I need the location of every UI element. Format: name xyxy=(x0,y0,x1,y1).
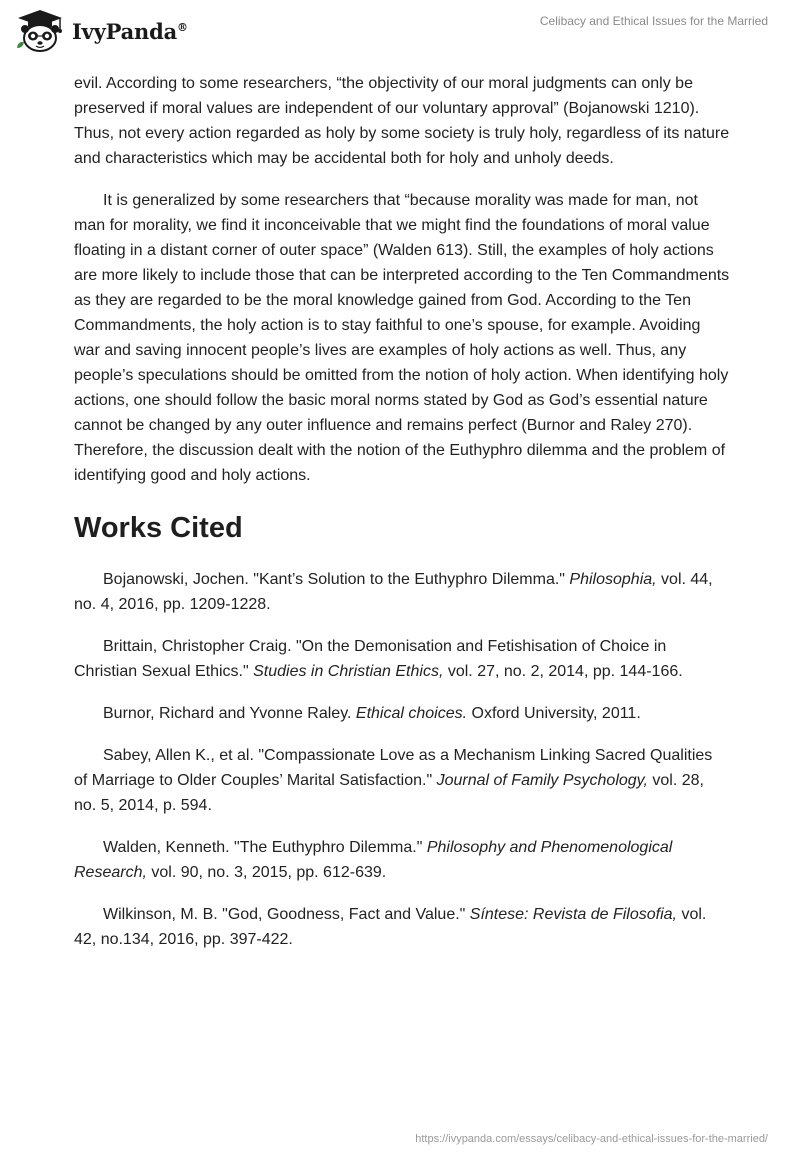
citation-entry: Sabey, Allen K., et al. "Compassionate Love as a Mechanism Linking Sacred Qualities of Marriage to Older Couples’ Marital Satisfaction." Journal of Family Psychology, vol. 28, no. 5, 2014, p. 594. xyxy=(74,747,713,814)
document-title: Celibacy and Ethical Issues for the Married xyxy=(539,14,768,28)
source-url-link[interactable]: https://ivypanda.com/essays/celibacy-and-ethical-issues-for-the-married/ xyxy=(415,1133,768,1145)
essay-content xyxy=(74,71,730,969)
page-header xyxy=(0,0,800,60)
registered-mark: ® xyxy=(177,20,188,34)
citation-entry: Burnor, Richard and Yvonne Raley. Ethical choices. Oxford University, 2011. xyxy=(103,705,641,722)
citation-entry: Wilkinson, M. B. "God, Goodness, Fact and Value." Síntese: Revista de Filosofia, vol. 42, no.134, 2016, pp. 397-422. xyxy=(74,906,707,948)
ivypanda-logo[interactable] xyxy=(14,8,188,54)
works-cited-heading: Works Cited xyxy=(74,512,243,544)
panda-graduate-icon xyxy=(14,8,66,54)
citation-entry: Bojanowski, Jochen. "Kant’s Solution to the Euthyphro Dilemma." Philosophia, vol. 44, no. 4, 2016, pp. 1209-1228. xyxy=(74,571,713,613)
citation-entry: Brittain, Christopher Craig. "On the Demonisation and Fetishisation of Choice in Christian Sexual Ethics." Studies in Christian Ethics, vol. 27, no. 2, 2014, pp. 144-166. xyxy=(74,638,683,680)
brand-name: IvyPanda® xyxy=(72,18,188,44)
body-paragraph: evil. According to some researchers, “the objectivity of our moral judgments can only be preserved if moral values are independent of our voluntary approval” (Bojanowski 1210). Thus, not every action regarded as holy by some society is truly holy, regardless of its nature and characteristics which may be accidental both for holy and unholy deeds. xyxy=(74,75,730,167)
body-paragraph: It is generalized by some researchers that “because morality was made for man, not man for morality, we find it inconceivable that we might find the foundations of moral value floating in a distant corner of outer space” (Walden 613). Still, the examples of holy actions are more likely to include those that can be interpreted according to the Ten Commandments as they are regarded to be the moral knowledge gained from God. According to the Ten Commandments, the holy action is to stay faithful to one’s spouse, for example. Avoiding war and saving innocent people’s lives are examples of holy actions as well. Thus, any people’s speculations should be omitted from the notion of holy action. When identifying holy actions, one should follow the basic moral norms stated by God as God’s essential nature cannot be changed by any outer influence and remains perfect (Burnor and Raley 270). Therefore, the discussion dealt with the notion of the Euthyphro dilemma and the problem of identifying good and holy actions. xyxy=(74,192,730,484)
citation-entry: Walden, Kenneth. "The Euthyphro Dilemma." Philosophy and Phenomenological Research, vol. 90, no. 3, 2015, pp. 612-639. xyxy=(74,839,673,881)
